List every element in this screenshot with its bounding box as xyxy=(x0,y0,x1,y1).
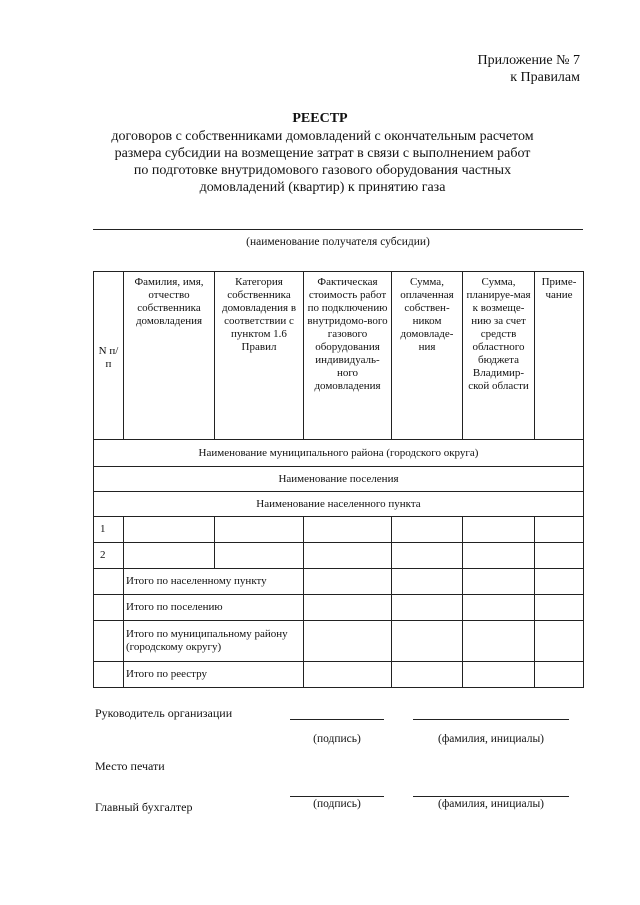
section-row xyxy=(94,440,584,467)
total-row xyxy=(94,621,584,662)
total-label-district: Итого по муниципальному району (городскому округу) xyxy=(124,621,304,662)
header-owner-category: Категория собственника домовладения в соответствии с пунктом 1.6 Правил xyxy=(215,272,304,440)
subtitle-line: договоров с собственниками домовладений с окончательным расчетом xyxy=(111,129,534,144)
subtitle-line: домовладений (квартир) к принятию газа xyxy=(199,180,446,195)
table-row xyxy=(94,517,584,543)
table-cell[interactable] xyxy=(535,621,584,662)
head-name-line[interactable] xyxy=(413,719,569,720)
table-cell[interactable] xyxy=(535,569,584,595)
recipient-caption: (наименование получателя субсидии) xyxy=(246,236,430,248)
accountant-signature-caption: (подпись) xyxy=(313,798,361,810)
table-cell[interactable] xyxy=(392,662,463,688)
header-actual-cost: Фактическая стоимость работ по подключению внутридомо-вого газового оборудования индивидуаль-ного домовладения xyxy=(304,272,392,440)
table-cell[interactable] xyxy=(304,569,392,595)
table-cell[interactable] xyxy=(124,517,215,543)
table-cell[interactable] xyxy=(463,662,535,688)
accountant-name-caption: (фамилия, инициалы) xyxy=(437,798,545,810)
table-cell[interactable] xyxy=(535,595,584,621)
recipient-field-line[interactable] xyxy=(93,229,583,230)
table-cell[interactable] xyxy=(392,621,463,662)
head-name-caption: (фамилия, инициалы) xyxy=(437,733,545,745)
table-cell[interactable] xyxy=(463,543,535,569)
table-cell[interactable] xyxy=(392,569,463,595)
head-signature-caption: (подпись) xyxy=(313,733,361,745)
table-cell xyxy=(94,662,124,688)
section-row xyxy=(94,492,584,517)
seal-place-label: Место печати xyxy=(95,759,165,773)
total-row xyxy=(94,595,584,621)
total-label-registry: Итого по реестру xyxy=(124,662,304,688)
appendix-note xyxy=(478,52,581,86)
table-cell[interactable] xyxy=(535,662,584,688)
table-cell[interactable] xyxy=(463,621,535,662)
table-cell xyxy=(94,595,124,621)
header-note: Приме-чание xyxy=(535,272,584,440)
table-cell xyxy=(94,569,124,595)
table-cell[interactable] xyxy=(124,543,215,569)
table-cell[interactable] xyxy=(304,662,392,688)
table-cell[interactable] xyxy=(535,517,584,543)
total-row xyxy=(94,662,584,688)
appendix-number: Приложение № 7 xyxy=(477,53,580,68)
header-planned-compensation: Сумма, планируе-мая к возмеще-нию за счет средств областного бюджета Владимир-ской области xyxy=(463,272,535,440)
head-of-organization-label: Руководитель организации xyxy=(95,706,233,720)
total-label-locality: Итого по населенному пункту xyxy=(124,569,304,595)
row-number: 2 xyxy=(94,543,124,569)
chief-accountant-label: Главный бухгалтер xyxy=(95,800,193,814)
section-municipal-district: Наименование муниципального района (городского округа) xyxy=(94,440,584,467)
table-cell[interactable] xyxy=(215,517,304,543)
table-cell[interactable] xyxy=(463,595,535,621)
table-cell[interactable] xyxy=(215,543,304,569)
document-title: РЕЕСТР xyxy=(292,111,348,126)
table-cell[interactable] xyxy=(304,517,392,543)
table-cell[interactable] xyxy=(392,595,463,621)
head-signature-line[interactable] xyxy=(290,719,384,720)
table-row xyxy=(94,543,584,569)
accountant-signature-line[interactable] xyxy=(290,796,384,797)
appendix-rules: к Правилам xyxy=(510,70,580,85)
section-locality: Наименование населенного пункта xyxy=(94,492,584,517)
table-cell[interactable] xyxy=(392,543,463,569)
subtitle-line: по подготовке внутридомового газового оборудования частных xyxy=(133,163,512,178)
header-owner-name: Фамилия, имя, отчество собственника домовладения xyxy=(124,272,215,440)
table-cell[interactable] xyxy=(463,517,535,543)
registry-table xyxy=(93,271,584,688)
section-row xyxy=(94,467,584,492)
subtitle-line: размера субсидии на возмещение затрат в связи с выполнением работ xyxy=(114,146,531,161)
table-cell[interactable] xyxy=(535,543,584,569)
row-number: 1 xyxy=(94,517,124,543)
table-cell[interactable] xyxy=(463,569,535,595)
table-cell xyxy=(94,621,124,662)
table-cell[interactable] xyxy=(304,621,392,662)
header-paid-amount: Сумма, оплаченная собствен-ником домовладе-ния xyxy=(392,272,463,440)
total-row xyxy=(94,569,584,595)
table-header-row xyxy=(94,272,584,440)
total-label-settlement: Итого по поселению xyxy=(124,595,304,621)
table-cell[interactable] xyxy=(304,543,392,569)
document-subtitle xyxy=(95,128,550,196)
table-cell[interactable] xyxy=(392,517,463,543)
section-settlement: Наименование поселения xyxy=(94,467,584,492)
header-number: N п/п xyxy=(94,272,124,440)
accountant-name-line[interactable] xyxy=(413,796,569,797)
table-cell[interactable] xyxy=(304,595,392,621)
